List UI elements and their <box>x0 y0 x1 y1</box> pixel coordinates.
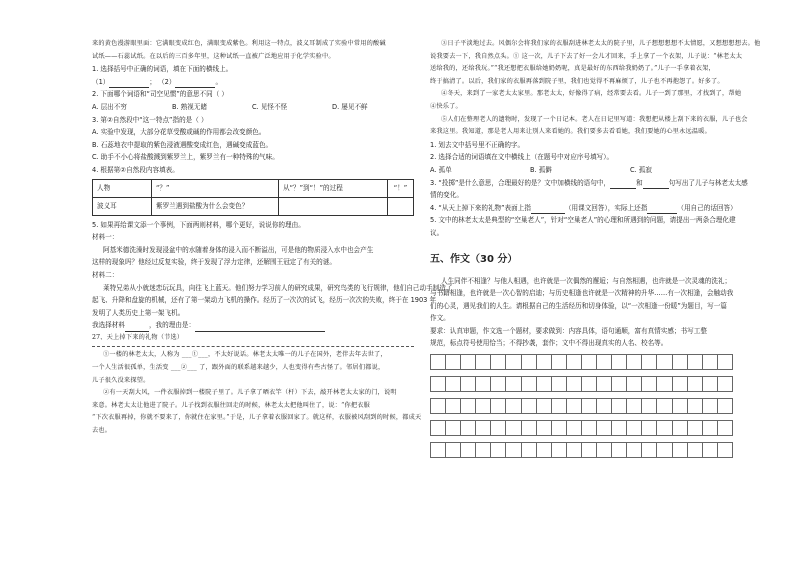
table-cell: 从“？”到“！”的过程 <box>279 179 388 197</box>
q3-part: 3. “投掷”是什么意思，合理最好的是？文中加横线的语句中， <box>430 178 611 187</box>
grid-cell[interactable] <box>536 420 552 436</box>
essay-line: 作文。 <box>430 314 450 323</box>
grid-cell[interactable] <box>656 354 672 370</box>
passage-line: ①一楼的林老太太，人称为 ___①___，不太好说话。林老太太唯一的儿子在国外，老伴去年去世了， <box>103 351 387 359</box>
grid-cell[interactable] <box>596 376 612 392</box>
grid-cell[interactable] <box>566 376 582 392</box>
table-row <box>93 179 414 197</box>
question-4 <box>430 202 752 215</box>
essay-line: 要求：认真审题，作文选一个题材，要求做到：内容具体，语句通顺，富有真情实感；书写工整 <box>430 326 707 335</box>
grid-cell[interactable] <box>521 398 537 414</box>
grid-cell[interactable] <box>505 442 521 458</box>
material-1-title: 材料一： <box>92 233 119 242</box>
material-2-line: 起飞、升降和盘旋的机械，还有了第一架动力飞机的操作。经历了一次次的试飞，经历一次次的失败，终于在 1903 年 <box>92 296 437 305</box>
grid-cell[interactable] <box>672 354 688 370</box>
grid-cell[interactable] <box>445 442 461 458</box>
grid-cell[interactable] <box>430 420 446 436</box>
grid-cell[interactable] <box>490 420 506 436</box>
grid-cell[interactable] <box>536 442 552 458</box>
grid-cell[interactable] <box>611 442 627 458</box>
q1-blank1[interactable] <box>109 79 149 88</box>
grid-cell[interactable] <box>551 420 567 436</box>
grid-cell[interactable] <box>641 442 657 458</box>
table-cell: “！” <box>388 179 414 197</box>
table-row <box>93 197 414 215</box>
q2-option-a: A. 层出不穷 <box>92 102 127 111</box>
grid-cell[interactable] <box>717 376 733 392</box>
passage-line: 去也。 <box>92 427 112 435</box>
grid-cell[interactable] <box>490 442 506 458</box>
grid-cell[interactable] <box>717 442 733 458</box>
passage-line: ⑤人们在整理老人的遗物时，发现了一个日记本。老人在日记里写道：我想把从楼上刮下来的衣服，儿子也会 <box>441 115 748 123</box>
grid-cell[interactable] <box>460 420 476 436</box>
essay-line: 与书籍相逢，也许就是一次心智的启迪；与历史相逢也许就是一次精神的升华……有一次相逢，会触动我 <box>430 289 734 298</box>
essay-line: 规范，标点符号使用恰当；不得抄袭，套作；文中不得出现真实的人名、校名等。 <box>430 339 668 348</box>
grid-cell[interactable] <box>581 354 597 370</box>
q4-part: （用自己的话回答） <box>677 203 737 212</box>
grid-cell[interactable] <box>641 376 657 392</box>
table-cell: 紫罗兰遇到盐酸为什么会变色？ <box>152 197 279 215</box>
word-option-b: B. 孤僻 <box>530 165 552 174</box>
grid-cell[interactable] <box>430 376 446 392</box>
choose-material <box>92 319 414 332</box>
grid-row <box>430 398 752 414</box>
grid-cell[interactable] <box>475 354 491 370</box>
essay-line: 人生同伴不相逢？与他人相遇，也许就是一次偶然的邂逅；与自然相遇，也许就是一次灵魂的洗礼； <box>441 276 732 285</box>
grid-cell[interactable] <box>717 354 733 370</box>
intro-line-2: 试纸——石蕊试纸。在以后的三百多年里，这种试纸一直被广泛地应用于化学实验中。 <box>92 52 335 60</box>
q3-blank2[interactable] <box>643 180 669 189</box>
q4-text: 4. 根据第②自然段内容填表。 <box>92 165 179 174</box>
grid-cell[interactable] <box>672 420 688 436</box>
passage-line: 来我这里。我知道，那是老人用来让别人来看她的。我们要多去看看她，我们要她的心里永远温暖。 <box>430 128 712 136</box>
grid-cell[interactable] <box>687 442 703 458</box>
passage-line: 说我要去一下，我自然点头。① 这一次，儿子下去了好一会儿才回来，手上拿了一个衣架，儿子说：“林老太太 <box>430 52 743 60</box>
grid-cell[interactable] <box>521 376 537 392</box>
grid-cell[interactable] <box>551 354 567 370</box>
grid-cell[interactable] <box>536 376 552 392</box>
grid-cell[interactable] <box>460 354 476 370</box>
grid-cell[interactable] <box>475 398 491 414</box>
q2-option-b: B. 熟视无睹 <box>172 102 208 111</box>
grid-cell[interactable] <box>641 420 657 436</box>
grid-cell[interactable] <box>490 376 506 392</box>
choose-label: 我选择材料 <box>92 321 125 330</box>
grid-cell[interactable] <box>566 354 582 370</box>
grid-cell[interactable] <box>626 376 642 392</box>
q3-blank1[interactable] <box>610 180 636 189</box>
material-2-line: 发明了人类历史上第一架飞机。 <box>92 308 185 317</box>
grid-cell[interactable] <box>702 420 718 436</box>
grid-cell[interactable] <box>611 354 627 370</box>
section-title: 五、作文（30 分） <box>430 253 518 265</box>
grid-cell[interactable] <box>626 420 642 436</box>
material-1-line: 这样的现象吗？他经过反复实验，终于发现了浮力定律，还解围王冠定了有关的谜。 <box>92 258 336 267</box>
passage-line: 终于搞清了。以后，我们家的衣服再落到院子里，我们也觉得不再麻烦了，儿子也不再抱怨了。好多了。 <box>430 77 724 85</box>
grid-cell[interactable] <box>475 376 491 392</box>
grid-cell[interactable] <box>581 420 597 436</box>
essay-writing-grid[interactable] <box>430 354 752 458</box>
passage-line: ②有一天刮大风，一件衣服掉到一楼院子里了。儿子拿了晒衣竿（杆）下去，敲开林老太太家的门，说明 <box>103 389 397 397</box>
grid-cell[interactable] <box>551 376 567 392</box>
grid-cell[interactable] <box>445 376 461 392</box>
passage-line: “下次衣服再掉，你就不要来了，你就住在家里。”于是，儿子拿着衣服回家了。就这样，衣服被风刮到的时候，都成天 <box>92 414 422 422</box>
passage-title: 27、天上掉下来的礼物（节选） <box>92 333 184 341</box>
grid-cell[interactable] <box>626 398 642 414</box>
grid-cell[interactable] <box>430 442 446 458</box>
q4-part: 4. “从天上掉下来的礼物”表面上指 <box>430 203 531 212</box>
grid-cell[interactable] <box>566 442 582 458</box>
choose-blank[interactable] <box>125 323 149 332</box>
grid-cell[interactable] <box>687 376 703 392</box>
grid-row <box>430 354 752 370</box>
grid-cell[interactable] <box>656 442 672 458</box>
q2-options <box>92 101 414 114</box>
q4-blank1[interactable] <box>531 205 565 214</box>
q1-blank2[interactable] <box>175 79 215 88</box>
grid-cell[interactable] <box>702 376 718 392</box>
grid-cell[interactable] <box>672 398 688 414</box>
grid-cell[interactable] <box>581 398 597 414</box>
q1-answers: （1） ； （2） 。 <box>92 76 414 89</box>
grid-cell[interactable] <box>687 420 703 436</box>
grid-cell[interactable] <box>581 442 597 458</box>
grid-cell[interactable] <box>611 398 627 414</box>
grid-cell[interactable] <box>641 398 657 414</box>
q3-part: 和 <box>636 178 643 187</box>
q2-word-options <box>430 164 752 177</box>
grid-row <box>430 442 752 458</box>
grid-row <box>430 420 752 436</box>
grid-cell[interactable] <box>687 398 703 414</box>
question-5-cont: 议。 <box>430 228 444 237</box>
grid-cell[interactable] <box>460 376 476 392</box>
passage-line: ④冬天，来到了一家老太太家里。那老太太，好像得了病，经常要去看。儿子一到了那里，才找到了，帮她 <box>441 90 742 98</box>
q3-option-c: C. 助手不小心将盐酸溅到紫罗兰上，紫罗兰有一种特殊的气味。 <box>92 153 279 162</box>
grid-cell[interactable] <box>536 354 552 370</box>
grid-cell[interactable] <box>596 398 612 414</box>
q3-part: 句写出了儿子与林老太太感 <box>668 178 748 187</box>
passage-line: 来意。林老太太让他进了院子。儿子找到衣服往回走的时候，林老太太把他叫住了，说：“你把衣服 <box>92 401 371 409</box>
q2-option-d: D. 屡见不鲜 <box>332 102 368 111</box>
question-2: 2. 选择合适的词语填在文中横线上（在题号中对应序号填写）。 <box>430 153 614 162</box>
q1-opt1: （1） <box>92 77 110 86</box>
grid-cell[interactable] <box>430 398 446 414</box>
right-column <box>430 38 761 464</box>
q2-option-c: C. 见怪不怪 <box>252 102 288 111</box>
grid-cell[interactable] <box>687 354 703 370</box>
question-5: 5. 文中的林老太太是典型的“空巢老人”，针对“空巢老人”的心理和所遇到的问题，请提出一两条合理化建 <box>430 216 736 225</box>
q3-option-a: A. 实验中发现，大部分花草受酸或碱的作用都会改变颜色。 <box>92 128 266 137</box>
passage-line: 儿子很久没来探望。 <box>92 376 150 384</box>
grid-cell[interactable] <box>551 398 567 414</box>
material-1-line: 阿基米德洗澡时发现浸盆中的水随着身体的浸入而不断溢出，可是他的物质浸入水中也会产生 <box>103 245 374 254</box>
grid-cell[interactable] <box>611 420 627 436</box>
grid-cell[interactable] <box>626 442 642 458</box>
grid-cell[interactable] <box>581 376 597 392</box>
grid-cell[interactable] <box>475 420 491 436</box>
passage-line: ④快乐了。 <box>430 102 462 110</box>
grid-cell[interactable] <box>445 354 461 370</box>
grid-cell[interactable] <box>626 354 642 370</box>
intro-line-1: 来的黄色漫游眼里面：它满眼变成红色，满眼变成紫色。利用这一特点，波义耳制成了实验中常用的酸碱 <box>92 40 386 47</box>
grid-cell[interactable] <box>672 442 688 458</box>
grid-cell[interactable] <box>566 420 582 436</box>
grid-cell[interactable] <box>460 442 476 458</box>
essay-line: 们的心灵，遇见我们的人生。请根据自己的生活经历和切身体验，以“一次相逢一份暖”为题目，写一篇 <box>430 301 727 310</box>
grid-cell[interactable] <box>445 398 461 414</box>
question-1: 1. 划去文中括号里不正确的字。 <box>430 140 525 149</box>
grid-cell[interactable] <box>566 398 582 414</box>
grid-row <box>430 376 752 392</box>
material-2-line: 莱特兄弟从小就迷恋玩玩具，向往飞上蓝天。他们努力学习前人的研究成果，研究鸟类的飞行规律，他们自己动手制造了 <box>103 283 453 292</box>
grid-cell[interactable] <box>490 354 506 370</box>
passage-line: 一个人生活很孤单，生活变 ___②___ 了，跟外面的联系越来越少，人也变得有些古怪了。邻居们都说， <box>92 364 385 372</box>
word-option-c: C. 孤寂 <box>630 165 652 174</box>
q5-text: 5. 如果再给课文添一个事例，下面两则材料，哪个更好，说说你的理由。 <box>92 220 305 229</box>
q3-option-b: B. 石蕊地衣中提取的紫色浸液遇酸变成红色，遇碱变成蓝色。 <box>92 140 273 149</box>
table-cell-answer[interactable] <box>388 197 414 215</box>
fill-table <box>92 179 414 216</box>
grid-cell[interactable] <box>536 398 552 414</box>
reason-label: ，我的理由是： <box>148 321 196 330</box>
grid-cell[interactable] <box>505 354 521 370</box>
table-cell: 人物 <box>93 179 152 197</box>
table-cell-answer[interactable] <box>279 197 388 215</box>
table-cell: “？” <box>152 179 279 197</box>
grid-cell[interactable] <box>445 420 461 436</box>
word-option-a: A. 孤单 <box>430 165 452 174</box>
passage-line: 送给我的，还给我玩。”“我还想把衣服给她奶奶呢，真是最好的东西给我奶奶了。”儿子一手拿着衣架， <box>430 65 715 73</box>
question-3 <box>430 177 752 190</box>
grid-cell[interactable] <box>641 354 657 370</box>
table-cell: 波义耳 <box>93 197 152 215</box>
grid-cell[interactable] <box>521 442 537 458</box>
grid-cell[interactable] <box>702 442 718 458</box>
grid-cell[interactable] <box>717 420 733 436</box>
grid-cell[interactable] <box>521 354 537 370</box>
grid-cell[interactable] <box>596 420 612 436</box>
grid-cell[interactable] <box>672 376 688 392</box>
q2-text: 2. 下面哪个词语和“司空见惯”的意思不同（ ） <box>92 90 229 99</box>
grid-cell[interactable] <box>505 398 521 414</box>
grid-cell[interactable] <box>611 376 627 392</box>
grid-cell[interactable] <box>596 442 612 458</box>
grid-cell[interactable] <box>551 442 567 458</box>
divider <box>92 346 414 347</box>
reason-blank[interactable] <box>195 323 325 332</box>
question-3-cont: 情的变化。 <box>430 191 463 200</box>
grid-cell[interactable] <box>505 420 521 436</box>
q3-text: 3. 第②自然段中“这一特点”指的是（ ） <box>92 115 208 124</box>
grid-cell[interactable] <box>596 354 612 370</box>
q4-part: （用课文回答），实际上还指 <box>564 203 648 212</box>
grid-cell[interactable] <box>460 398 476 414</box>
grid-cell[interactable] <box>490 398 506 414</box>
material-2-title: 材料二： <box>92 270 119 279</box>
q1-opt2: （2） <box>158 77 176 86</box>
grid-cell[interactable] <box>656 420 672 436</box>
grid-cell[interactable] <box>475 442 491 458</box>
grid-cell[interactable] <box>656 398 672 414</box>
grid-cell[interactable] <box>702 398 718 414</box>
passage-line: ③日子平淡地过去。风偶尔会将我们家的衣服刮进林老太太的院子里，儿子想想想想不太情愿，又想想想想去。他 <box>441 40 761 47</box>
grid-cell[interactable] <box>430 354 446 370</box>
grid-cell[interactable] <box>505 376 521 392</box>
grid-cell[interactable] <box>717 398 733 414</box>
grid-cell[interactable] <box>521 420 537 436</box>
grid-cell[interactable] <box>702 354 718 370</box>
q4-blank2[interactable] <box>647 205 677 214</box>
grid-cell[interactable] <box>656 376 672 392</box>
q1-text: 1. 选择括号中正确的词语，填在下面的横线上。 <box>92 65 233 74</box>
